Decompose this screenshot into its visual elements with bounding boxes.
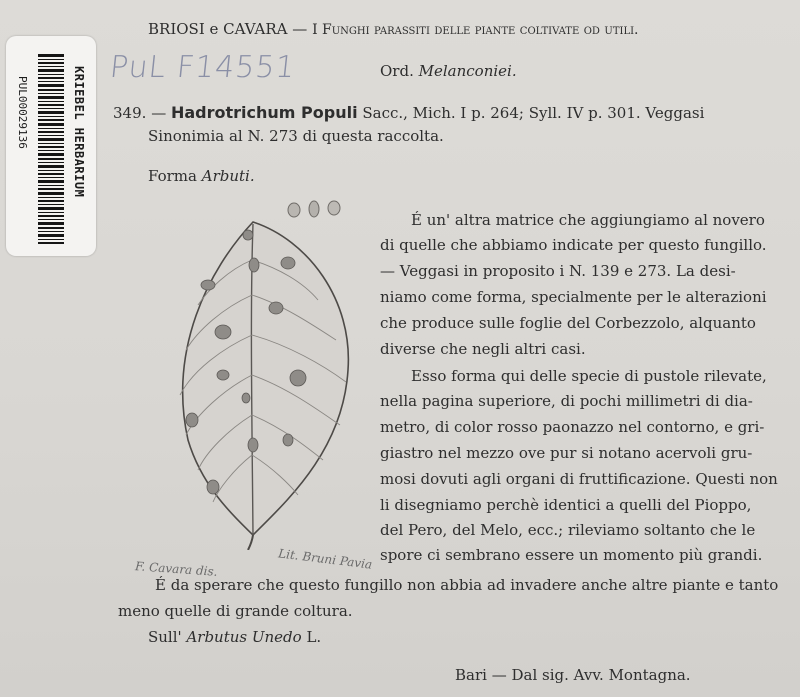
forma-line bbox=[148, 167, 255, 185]
lithographer-credit: Lit. Bruni Pavia bbox=[277, 546, 373, 572]
paragraph-line: di quelle che abbiamo indicate per questo fungillo. bbox=[380, 236, 767, 254]
entry-heading bbox=[113, 104, 704, 122]
paragraph-line: niamo come forma, specialmente per le alterazioni bbox=[380, 288, 767, 306]
paragraph-line: che produce sulle foglie del Corbezzolo, alquanto bbox=[380, 314, 756, 332]
paragraph-line: li disegniamo perchè identici a quelli del Pioppo, bbox=[380, 496, 752, 514]
host-prefix: Sull' bbox=[148, 628, 182, 646]
running-header bbox=[148, 20, 638, 39]
closing-line: meno quelle di grande coltura. bbox=[118, 602, 353, 620]
entry-number: 349. bbox=[113, 104, 147, 122]
species-name: Hadrotrichum Populi bbox=[170, 103, 358, 122]
paragraph-line: É un' altra matrice che aggiungiamo al novero bbox=[411, 211, 765, 229]
locality-line: Bari — Dal sig. Avv. Montagna. bbox=[455, 666, 691, 684]
entry-citation: Sacc., Mich. I p. 264; Syll. IV p. 301. Veggasi bbox=[362, 104, 705, 122]
host-line bbox=[148, 628, 321, 646]
herbarium-name: KRIEBEL HERBARIUM bbox=[72, 66, 86, 198]
paragraph-line: spore ci sembrano essere un momento più grandi. bbox=[380, 546, 763, 564]
herbarium-barcode-label bbox=[6, 36, 96, 256]
paragraph-line: mosi dovuti agli organi di fruttificazione. Questi non bbox=[380, 470, 778, 488]
order-name: Melanconiei. bbox=[418, 62, 517, 80]
host-author: L. bbox=[306, 628, 322, 646]
forma-prefix: Forma bbox=[148, 167, 197, 185]
entry-synonymy: Sinonimia al N. 273 di questa raccolta. bbox=[148, 127, 444, 145]
illustrator-credit: F. Cavara dis. bbox=[134, 559, 218, 579]
barcode-number: PUL00029136 bbox=[16, 76, 29, 149]
paragraph-line: diverse che negli altri casi. bbox=[380, 340, 586, 358]
forma-name: Arbuti. bbox=[201, 167, 255, 185]
entry-dash: — bbox=[151, 104, 167, 122]
paragraph-line: giastro nel mezzo ove pur si notano acervoli gru- bbox=[380, 444, 753, 462]
host-genus: Arbutus bbox=[186, 628, 248, 646]
paragraph-line: del Pero, del Melo, ecc.; rileviamo soltanto che le bbox=[380, 521, 756, 539]
header-dash: — bbox=[292, 20, 308, 38]
paragraph-line: — Veggasi in proposito i N. 139 e 273. La desi- bbox=[380, 262, 736, 280]
header-authors: BRIOSI e CAVARA bbox=[148, 20, 288, 38]
closing-line: É da sperare che questo fungillo non abbia ad invadere anche altre piante e tanto bbox=[155, 576, 779, 594]
host-species: Unedo bbox=[251, 628, 302, 646]
header-title: I Funghi parassiti delle piante coltivate od utili. bbox=[312, 22, 639, 38]
arbutus-leaf-illustration bbox=[168, 190, 368, 550]
paragraph-line: metro, di color rosso paonazzo nel contorno, e gri- bbox=[380, 418, 765, 436]
paragraph-line: Esso forma qui delle specie di pustole rilevate, bbox=[411, 367, 767, 385]
order-prefix: Ord. bbox=[380, 62, 414, 80]
handwritten-accession: PuL F14551 bbox=[108, 50, 298, 85]
barcode bbox=[38, 54, 64, 244]
paragraph-line: nella pagina superiore, di pochi millimetri di dia- bbox=[380, 392, 753, 410]
order-line bbox=[380, 62, 517, 80]
